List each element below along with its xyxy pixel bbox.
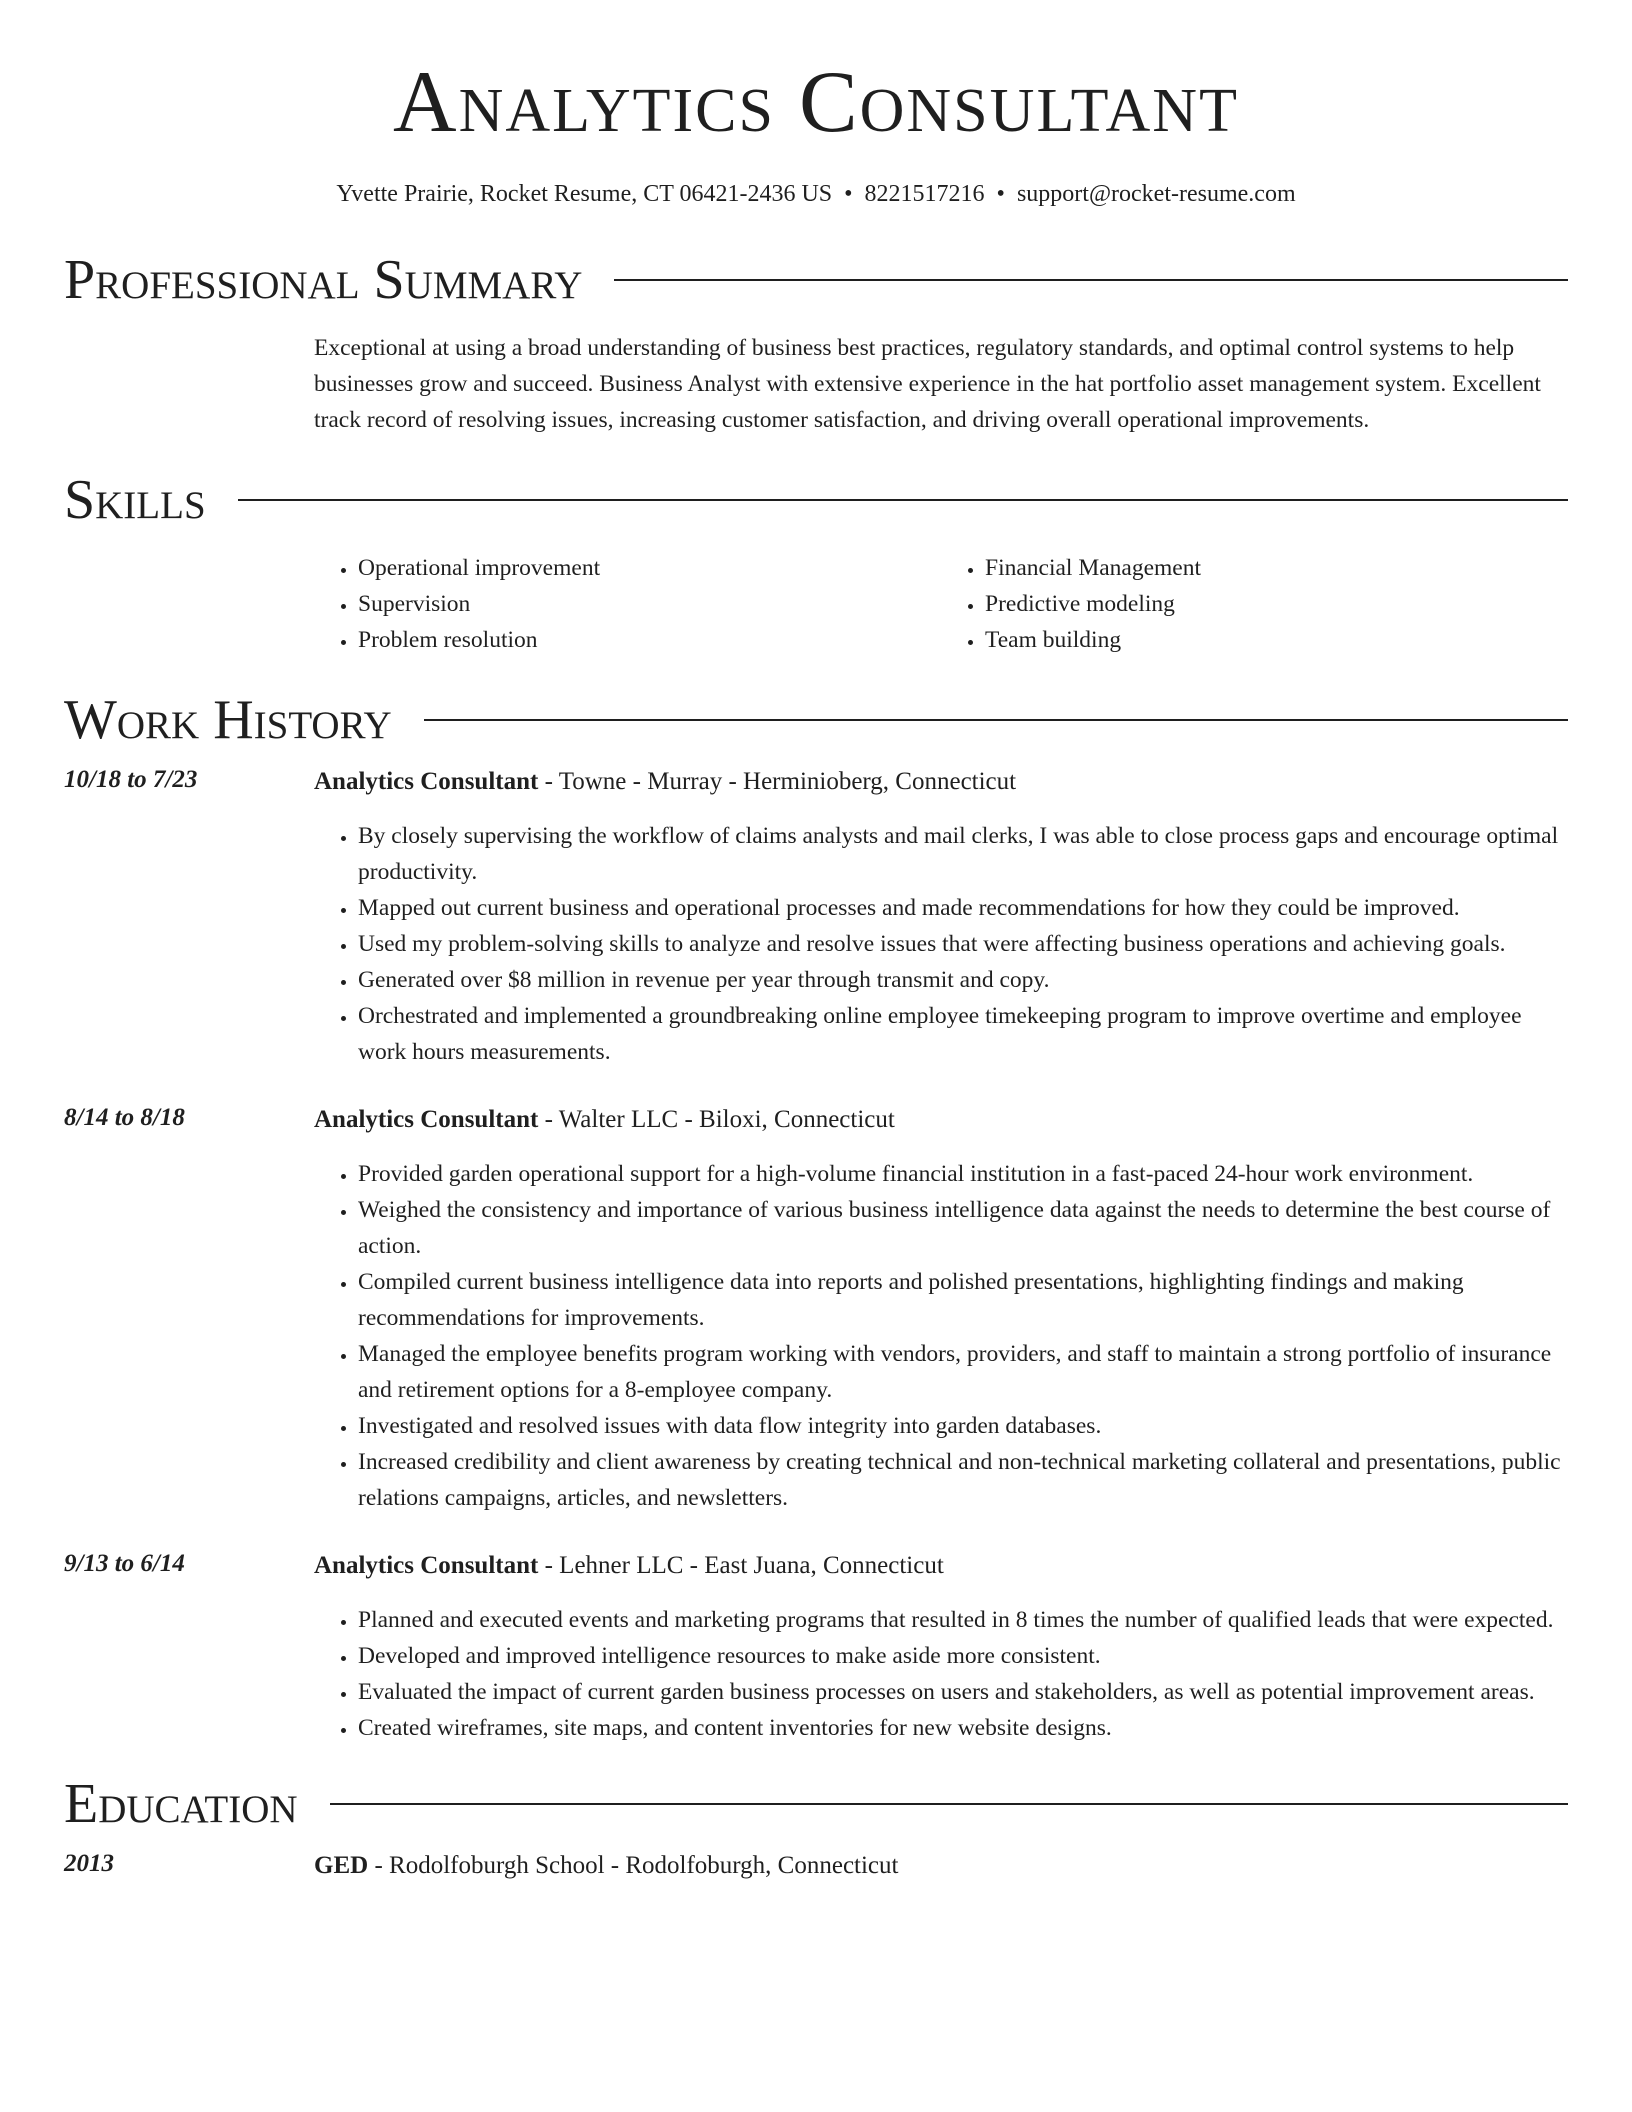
job-bullet: • Compiled current business intelligence data into reports and polished presentations, highlighting findings and making recommendations for improvements. [358,1264,1568,1336]
section-title-summary: Professional Summary [64,249,583,312]
education-degree: GED [314,1852,369,1880]
contact-separator: • [996,181,1005,208]
job-bullet-list [314,818,1568,1070]
job-bullet-list [314,1156,1568,1516]
job-bullet: • Evaluated the impact of current garden business processes on users and stakeholders, as well as potential improvement areas. [358,1674,1568,1710]
job-bullet: • Mapped out current business and operational processes and made recommendations for how they could be improved. [358,890,1568,926]
job-title-line [314,1550,1568,1582]
work-heading [64,689,1568,752]
job-entry [64,1104,1568,1516]
skill-item: • Supervision [358,586,941,622]
skill-item: • Problem resolution [358,622,941,658]
job-bullet: • Managed the employee benefits program working with vendors, providers, and staff to maintain a strong portfolio of insurance and retirement options for a 8-employee company. [358,1336,1568,1408]
job-company: - Towne - Murray - Herminioberg, Connecticut [538,768,1017,796]
skills-section [64,469,1568,658]
education-heading [64,1773,1568,1836]
contact-separator: • [844,181,853,208]
section-divider [238,499,1568,501]
education-school: - Rodolfoburgh School - Rodolfoburgh, Connecticut [368,1852,899,1880]
job-bullet: • Weighed the consistency and importance of various business intelligence data against the needs to determine the best course of action. [358,1192,1568,1264]
job-bullet: • Investigated and resolved issues with data flow integrity into garden databases. [358,1408,1568,1444]
job-bullet: • By closely supervising the workflow of claims analysts and mail clerks, I was able to close process gaps and encourage optimal productivity. [358,818,1568,890]
summary-section [64,249,1568,438]
education-year: 2013 [64,1850,114,1878]
work-section [64,689,1568,1746]
skill-item: • Predictive modeling [985,586,1568,622]
job-bullet: • Created wireframes, site maps, and content inventories for new website designs. [358,1710,1568,1746]
job-bullet: • Developed and improved intelligence resources to make aside more consistent. [358,1638,1568,1674]
section-title-work: Work History [64,689,392,752]
job-role: Analytics Consultant [314,1552,539,1580]
job-company: - Walter LLC - Biloxi, Connecticut [538,1106,895,1134]
skills-column-1 [314,550,941,658]
summary-text: Exceptional at using a broad understanding of business best practices, regulatory standards, and optimal control systems to help businesses grow and succeed. Business Analyst with extensive experience in the hat portfolio asset management system. Excellent track record of resolving issues, increasing customer satisfaction, and driving overall operational improvements. [314,335,1541,434]
job-entry [64,1550,1568,1746]
job-company: - Lehner LLC - East Juana, Connecticut [538,1552,944,1580]
job-dates: 8/14 to 8/18 [64,1104,185,1132]
section-title-education: Education [64,1773,298,1836]
job-title-line [314,766,1568,798]
job-bullet: • Provided garden operational support for a high-volume financial institution in a fast-paced 24-hour work environment. [358,1156,1568,1192]
contact-line [64,179,1568,210]
job-role: Analytics Consultant [314,1106,539,1134]
job-bullet: • Used my problem-solving skills to analyze and resolve issues that were affecting business operations and achieving goals. [358,926,1568,962]
skill-item: • Financial Management [985,550,1568,586]
job-title-line [314,1104,1568,1136]
job-bullet: • Generated over $8 million in revenue per year through transmit and copy. [358,962,1568,998]
summary-heading [64,249,1568,312]
section-divider [424,719,1568,721]
skills-column-2 [941,550,1568,658]
education-line [314,1850,1568,1882]
summary-left-gutter [64,330,314,438]
contact-phone: 8221517216 [864,181,985,208]
job-bullet: • Orchestrated and implemented a groundbreaking online employee timekeeping program to improve overtime and employee work hours measurements. [358,998,1568,1070]
job-role: Analytics Consultant [314,768,539,796]
skill-item: • Operational improvement [358,550,941,586]
job-dates: 10/18 to 7/23 [64,766,198,794]
job-dates: 9/13 to 6/14 [64,1550,185,1578]
skills-left-gutter [64,550,314,658]
contact-address: Yvette Prairie, Rocket Resume, CT 06421-2436 US [336,181,833,208]
contact-email[interactable]: support@rocket-resume.com [1016,181,1296,208]
section-title-skills: Skills [64,469,206,532]
job-bullet: • Planned and executed events and marketing programs that resulted in 8 times the number of qualified leads that were expected. [358,1602,1568,1638]
skills-heading [64,469,1568,532]
job-bullet: • Increased credibility and client awareness by creating technical and non-technical marketing collateral and presentations, public relations campaigns, articles, and newsletters. [358,1444,1568,1516]
candidate-name: Analytics Consultant [393,54,1239,151]
section-divider [614,279,1568,281]
education-section [64,1773,1568,1882]
job-bullet-list [314,1602,1568,1746]
job-entry [64,766,1568,1070]
section-divider [330,1803,1568,1805]
skills-grid [314,550,1568,658]
skill-item: • Team building [985,622,1568,658]
